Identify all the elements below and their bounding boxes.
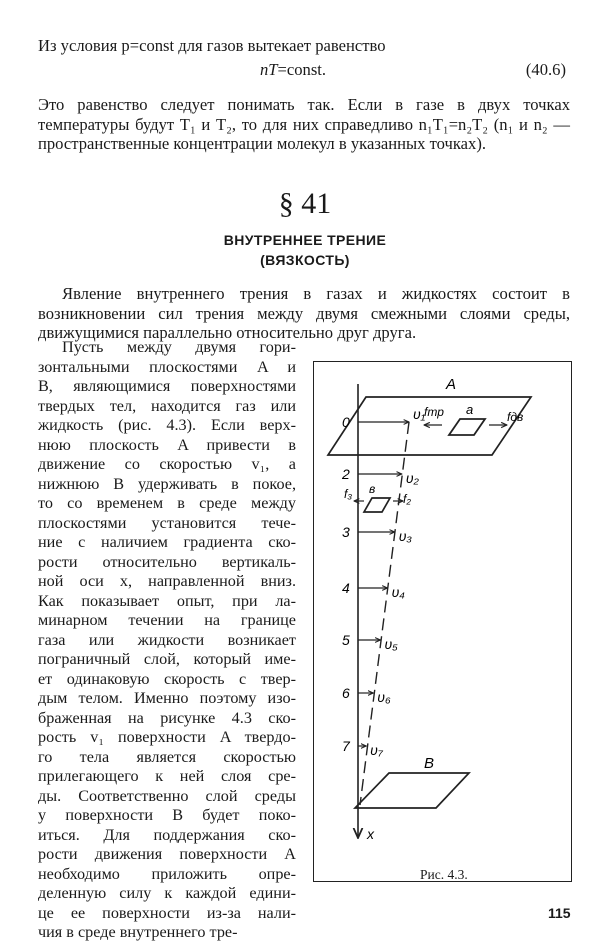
column-line: ной оси x, направленной вниз.	[38, 572, 296, 591]
figure-4-3	[313, 361, 572, 882]
column-line: нижнюю B удерживать в покое,	[38, 474, 296, 493]
column-line: чия в среде внутреннего тре-	[38, 923, 238, 942]
column-line: нюю плоскость A привести в	[38, 435, 296, 454]
equation-formula: nT=const.	[260, 60, 327, 79]
column-line: плоскостями установится тече-	[38, 513, 296, 532]
force-f2-label: f₂	[403, 492, 411, 506]
velocity-layers	[341, 406, 426, 758]
column-line: минарном течении на границе	[38, 611, 296, 630]
page-number: 115	[548, 905, 571, 921]
velocity-label-4: υ₄	[391, 584, 405, 600]
column-line: го тела является скоростью	[38, 747, 296, 766]
section-number: § 41	[278, 187, 332, 220]
column-line: це ее поверхности из-за нали-	[38, 903, 296, 922]
column-line: рости движения поверхности A	[38, 845, 296, 864]
velocity-label-3: υ₃	[398, 528, 412, 544]
column-line: твердых тел, находится газ или	[38, 396, 296, 415]
equation-number: (40.6)	[525, 60, 566, 79]
plane-b	[355, 773, 469, 808]
paragraph-intro: Явление внутреннего трения в газах и жидкостях состоит в возникновении сил трения между двумя смежными слоями среды, движущимися параллельно относительно друг друга.	[38, 284, 570, 342]
column-line: пограничный слой, который име-	[38, 650, 296, 669]
paragraph-column-text	[38, 338, 296, 943]
velocity-label-6: υ₆	[377, 689, 391, 705]
small-plate-b	[364, 498, 390, 512]
column-line: Пусть между двумя гори-	[62, 338, 296, 356]
force-f-dv-label: fдв	[507, 410, 524, 424]
text-line-p-const: Из условия p=const для газов вытекает равенство	[38, 36, 386, 55]
velocity-label-2: υ₂	[405, 470, 419, 486]
section-title	[0, 230, 610, 270]
column-line: деленную силу к каждой едини-	[38, 884, 296, 903]
velocity-profile-line	[360, 422, 409, 805]
small-plate-a	[449, 419, 485, 435]
column-line: ние с наличием градиента ско-	[38, 533, 296, 552]
column-line: ды. Соответственно слой среды	[38, 786, 296, 805]
column-line: газа или жидкости возникает	[38, 630, 296, 649]
force-f3-label: f₃	[344, 487, 353, 501]
column-line: необходимо приложить опре-	[38, 864, 296, 883]
column-line: движение со скоростью v₁, а	[38, 455, 296, 474]
layer-number-4: 4	[342, 580, 350, 596]
figure-svg	[314, 362, 573, 883]
layer-number-7: 7	[342, 738, 350, 754]
velocity-label-5: υ₅	[384, 636, 398, 652]
section-title-line1: ВНУТРЕННЕЕ ТРЕНИЕ	[223, 232, 387, 248]
column-line: у поверхности B будет поко-	[38, 806, 296, 825]
small-plate-b-label: в	[369, 482, 376, 496]
section-title-line2: (ВЯЗКОСТЬ)	[260, 252, 350, 268]
plane-a-label: A	[446, 376, 457, 393]
column-line: иться. Для поддержания ско-	[38, 825, 296, 844]
column-line: рость v₁ поверхности A твердо-	[38, 728, 296, 747]
plane-b-label: B	[424, 755, 435, 772]
layer-number-6: 6	[342, 685, 350, 701]
force-f-tr-label: fтр	[424, 405, 444, 419]
equation-40-6	[38, 60, 570, 82]
column-line: зонтальными плоскостями A и	[38, 357, 296, 376]
column-line: дым телом. Именно поэтому изо-	[38, 689, 296, 708]
column-line: B, являющимися поверхностями	[38, 377, 296, 396]
column-line: браженная на рисунке 4.3 ско-	[38, 708, 296, 727]
small-plate-a-label: a	[466, 402, 474, 417]
column-line: Как показывает опыт, при ла-	[38, 591, 296, 610]
column-line: рости относительно вертикаль-	[38, 552, 296, 571]
velocity-label-7: υ₇	[370, 742, 383, 758]
layer-number-3: 3	[342, 524, 350, 540]
layer-number-0: 0	[342, 414, 350, 430]
column-line: то со временем в среде между	[38, 494, 296, 513]
figure-caption: Рис. 4.3.	[420, 867, 468, 882]
column-line: прилегающего к ней слоя сре-	[38, 767, 296, 786]
column-line: ет одинаковую скорость с твер-	[38, 669, 296, 688]
paragraph-equality-meaning: Это равенство следует понимать так. Если в газе в двух точках температуры будут T₁ и T₂, то для них справедливо n₁T₁=n₂T₂ (n₁ и n₂ — пространственные концентрации молекул в указанных точках).	[38, 95, 570, 153]
layer-number-5: 5	[342, 632, 350, 648]
velocity-label-0: υ₁	[413, 406, 426, 422]
x-axis-label: x	[367, 826, 374, 842]
layer-number-2: 2	[342, 466, 350, 482]
column-line: жидкость (рис. 4.3). Если верх-	[38, 416, 296, 435]
